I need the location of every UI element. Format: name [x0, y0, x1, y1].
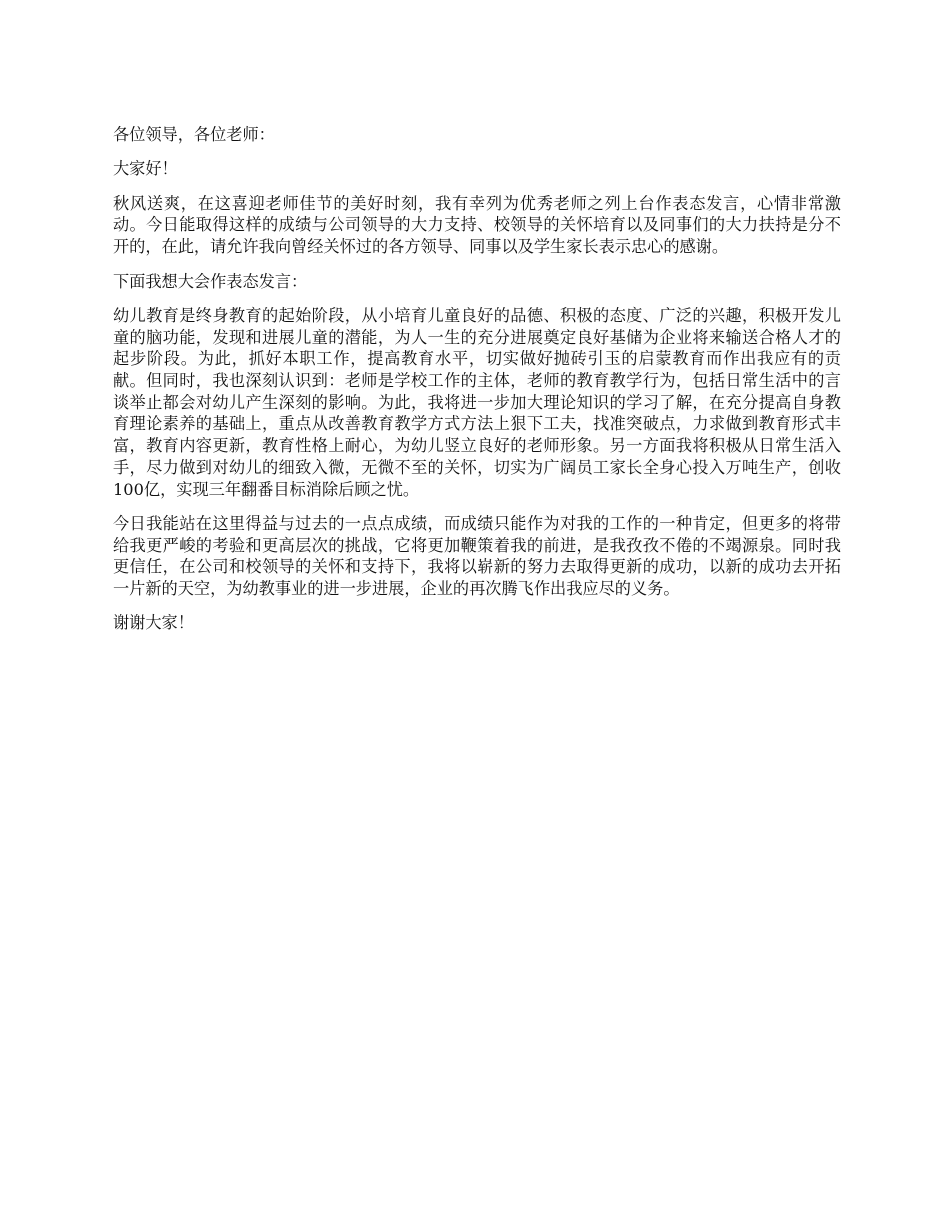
paragraph-intro: 下面我想大会作表态发言： [113, 271, 308, 291]
salutation: 大家好！ [113, 159, 178, 179]
closing: 谢谢大家！ [113, 613, 194, 633]
greeting: 各位领导，各位老师： [113, 125, 275, 144]
paragraph-education: 幼儿教育是终身教育的起始阶段，从小培育儿童良好的品德、积极的态度、广泛的兴趣，积极开发儿童的脑功能，发现和进展儿童的潜能，为人一生的充分进展奠定良好基储为企业将来输送合格人才的起步阶段。为此，抓好本职工作，提高教育水平，切实做好抛砖引玉的启蒙教育而作出我应有的贡献。但同时，我也深刻认识到：老师是学校工作的主体，老师的教育教学行为，包括日常生活中的言谈举止都会对幼儿产生深刻的影响。为此，我将进一步加大理论知识的学习了解，在充分提高自身教育理论素养的基础上，重点从改善教育教学方式方法上狠下工夫，找准突破点，力求做到教育形式丰富，教育内容更新，教育性格上耐心，为幼儿竖立良好的老师形象。另一方面我将积极从日常生活入手，尽力做到对幼儿的细致入微，无微不至的关怀，切实为广阔员工家长全身心投入万吨生产，创收100亿，实现三年翻番目标消除后顾之忧。 [113, 305, 841, 499]
paragraph-opening: 秋风送爽，在这喜迎老师佳节的美好时刻，我有幸列为优秀老师之列上台作表态发言，心情非常激动。今日能取得这样的成绩与公司领导的大力支持、校领导的关怀培育以及同事们的大力扶持是分不开的，在此，请允许我向曾经关怀过的各方领导、同事以及学生家长表示忠心的感谢。 [113, 193, 841, 257]
paragraph-conclusion: 今日我能站在这里得益与过去的一点点成绩，而成绩只能作为对我的工作的一种肯定，但更多的将带给我更严峻的考验和更高层次的挑战，它将更加鞭策着我的前进，是我孜孜不倦的不竭源泉。同时我更信任，在公司和校领导的关怀和支持下，我将以崭新的努力去取得更新的成功，以新的成功去开拓一片新的天空，为幼教事业的进一步进展，企业的再次腾飞作出我应尽的义务。 [113, 513, 841, 599]
document-body [113, 124, 841, 647]
